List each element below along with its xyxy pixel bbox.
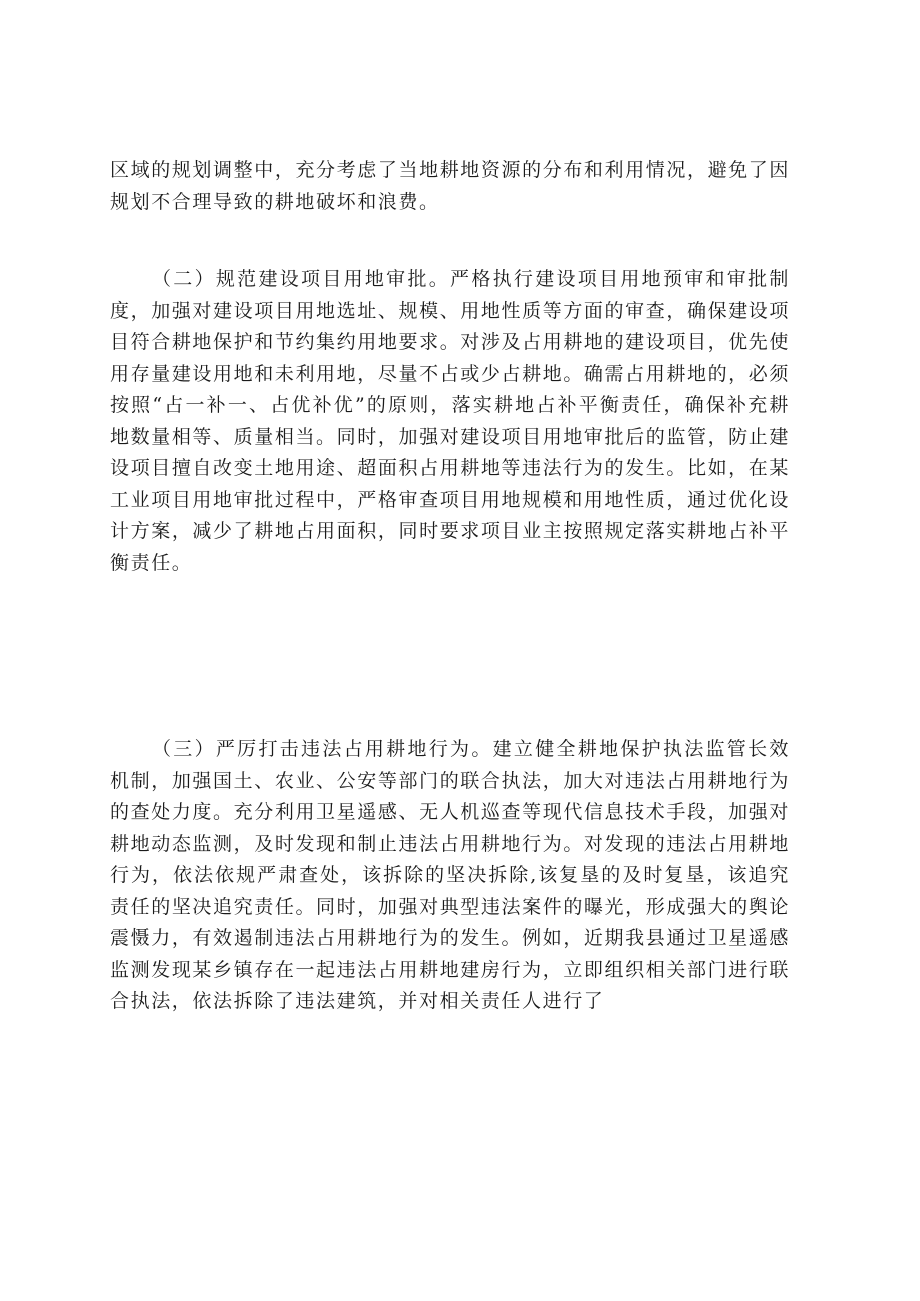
paragraph-continuation: 区域的规划调整中，充分考虑了当地耕地资源的分布和利用情况，避免了因规划不合理导致的耕地破坏和浪费。 [110, 159, 790, 213]
paragraph-illegal-occupation-crackdown: （三）严厉打击违法占用耕地行为。建立健全耕地保护执法监管长效机制，加强国土、农业、公安等部门的联合执法，加大对违法占用耕地行为的查处力度。充分利用卫星遥感、无人机巡查等现代信息技术手段，加强对耕地动态监测，及时发现和制止违法占用耕地行为。对发现的违法占用耕地行为，依法依规严肃查处，该拆除的坚决拆除,该复垦的及时复垦，该追究责任的坚决追究责任。同时，加强对典型违法案件的曝光，形成强大的舆论震慑力，有效遏制违法占用耕地行为的发生。例如，近期我县通过卫星遥感监测发现某乡镇存在一起违法占用耕地建房行为，立即组织相关部门进行联合执法，依法拆除了违法建筑，并对相关责任人进行了 [110, 738, 790, 1012]
paragraph-construction-land-approval: （二）规范建设项目用地审批。严格执行建设项目用地预审和审批制度，加强对建设项目用地选址、规模、用地性质等方面的审查，确保建设项目符合耕地保护和节约集约用地要求。对涉及占用耕地的建设项目，优先使用存量建设用地和未利用地，尽量不占或少占耕地。确需占用耕地的，必须按照“占一补一、占优补优”的原则，落实耕地占补平衡责任，确保补充耕地数量相等、质量相当。同时，加强对建设项目用地审批后的监管，防止建设项目擅自改变土地用途、超面积占用耕地等违法行为的发生。比如，在某工业项目用地审批过程中，严格审查项目用地规模和用地性质，通过优化设计方案，减少了耕地占用面积，同时要求项目业主按照规定落实耕地占补平衡责任。 [110, 268, 790, 574]
